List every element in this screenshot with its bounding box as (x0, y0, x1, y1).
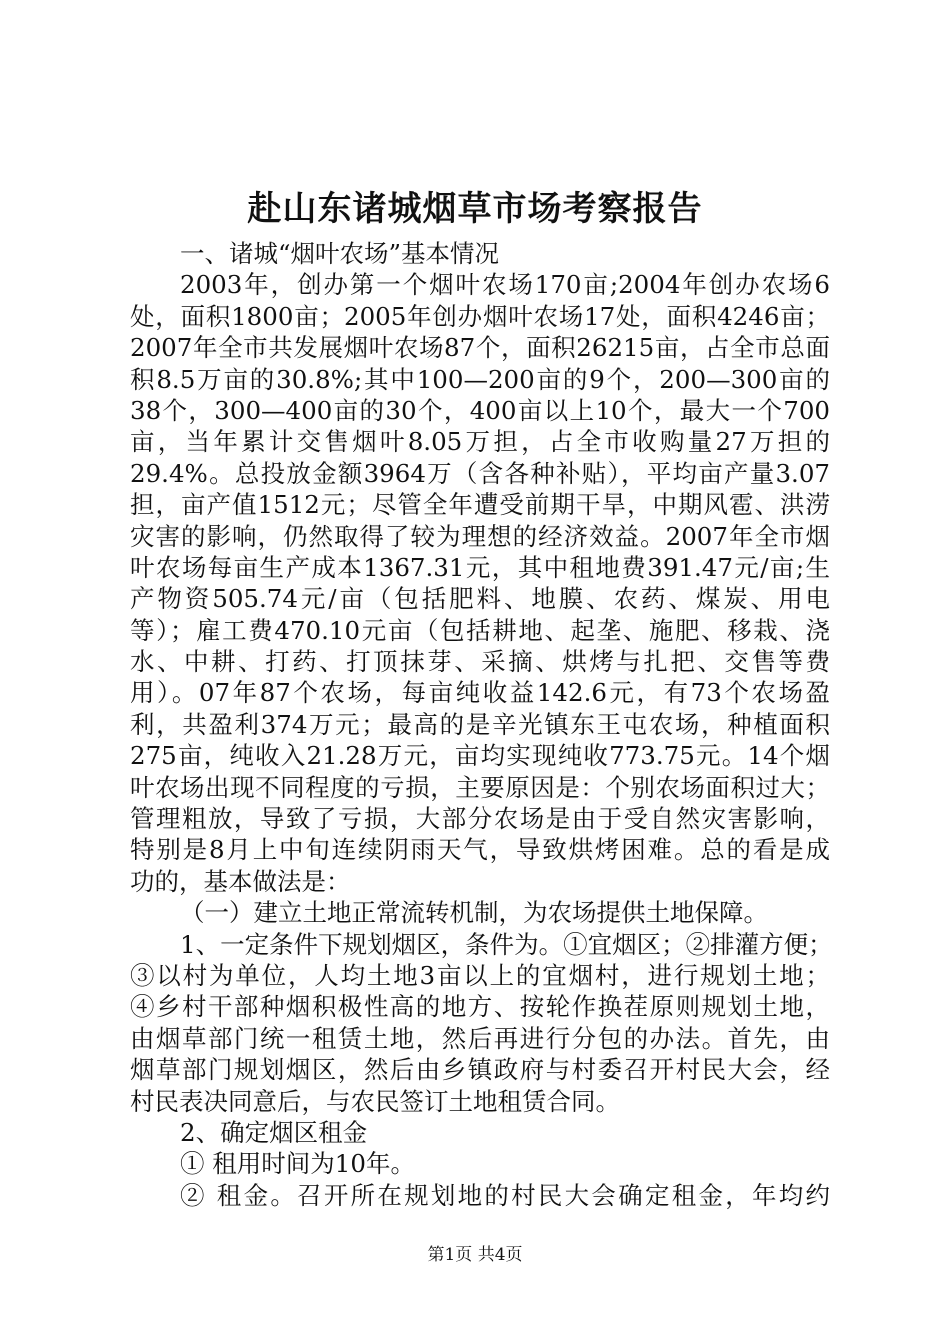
paragraph-line: 一、诸城“烟叶农场”基本情况 (180, 239, 500, 268)
paragraph-line: 处，面积1800亩；2005年创办烟叶农场17处，面积4246亩； (130, 301, 830, 331)
paragraph-line: 38个，300—400亩的30个，400亩以上10个，最大一个700 (130, 395, 830, 425)
paragraph-line: 275亩，纯收入21.28万元，亩均实现纯收773.75元。14个烟 (130, 741, 830, 771)
paragraph-line: ④乡村干部种烟积极性高的地方、按轮作换茬原则规划土地， (130, 992, 830, 1022)
document-title: 赴山东诸城烟草市场考察报告 (247, 189, 703, 229)
paragraph-line: 亩，当年累计交售烟叶8.05万担，占全市收购量27万担的 (130, 427, 830, 457)
page-footer: 第1页 共4页 (427, 1245, 523, 1265)
paragraph-line: 水、中耕、打药、打顶抹芽、采摘、烘烤与扎把、交售等费 (130, 647, 830, 677)
paragraph-line: 等）；雇工费470.10元亩（包括耕地、起垄、施肥、移栽、浇 (130, 615, 830, 645)
paragraph-line: 用）。07年87个农场，每亩纯收益142.6元，有73个农场盈 (130, 678, 830, 708)
paragraph-line: 叶农场每亩生产成本1367.31元，其中租地费391.47元/亩;生 (130, 552, 830, 582)
paragraph-line: 特别是8月上中旬连续阴雨天气，导致烘烤困难。总的看是成 (130, 835, 830, 865)
paragraph-line: （一）建立土地正常流转机制，为农场提供土地保障。 (180, 898, 768, 928)
paragraph-line: 叶农场出现不同程度的亏损，主要原因是：个别农场面积过大； (130, 772, 830, 802)
paragraph-line: 由烟草部门统一租赁土地，然后再进行分包的办法。首先，由 (130, 1023, 830, 1053)
document-body (130, 238, 833, 1211)
paragraph-line: 村民表决同意后，与农民签订土地租赁合同。 (130, 1086, 620, 1116)
paragraph-line: 29.4%。总投放金额3964万（含各种补贴），平均亩产量3.07 (130, 458, 830, 488)
paragraph-line: 担，亩产值1512元；尽管全年遭受前期干旱，中期风雹、洪涝 (130, 490, 830, 520)
paragraph-line: 积8.5万亩的30.8%;其中100—200亩的9个，200—300亩的 (130, 364, 830, 394)
paragraph-line: ② 租金。召开所在规划地的村民大会确定租金，年均约 (180, 1180, 830, 1210)
paragraph-line: 功的，基本做法是： (130, 866, 351, 896)
paragraph-line: 1、一定条件下规划烟区，条件为。①宜烟区；②排灌方便； (180, 929, 833, 959)
paragraph-line: 管理粗放，导致了亏损，大部分农场是由于受自然灾害影响， (130, 804, 830, 834)
paragraph-line: 2007年全市共发展烟叶农场87个，面积26215亩，占全市总面 (130, 333, 830, 363)
paragraph-line: 利，共盈利374万元；最高的是辛光镇东王屯农场，种植面积 (130, 709, 830, 739)
paragraph-line: ③以村为单位，人均土地3亩以上的宜烟村，进行规划土地； (130, 960, 830, 990)
paragraph-line: 灾害的影响，仍然取得了较为理想的经济效益。2007年全市烟 (130, 521, 830, 551)
paragraph-line: ① 租用时间为10年。 (180, 1149, 415, 1179)
paragraph-line: 2003年，创办第一个烟叶农场170亩;2004年创办农场6 (180, 270, 830, 300)
paragraph-line: 烟草部门规划烟区，然后由乡镇政府与村委召开村民大会，经 (130, 1055, 830, 1085)
paragraph-line: 产物资505.74元/亩（包括肥料、地膜、农药、煤炭、用电 (130, 584, 830, 614)
paragraph-line: 2、确定烟区租金 (180, 1117, 368, 1147)
